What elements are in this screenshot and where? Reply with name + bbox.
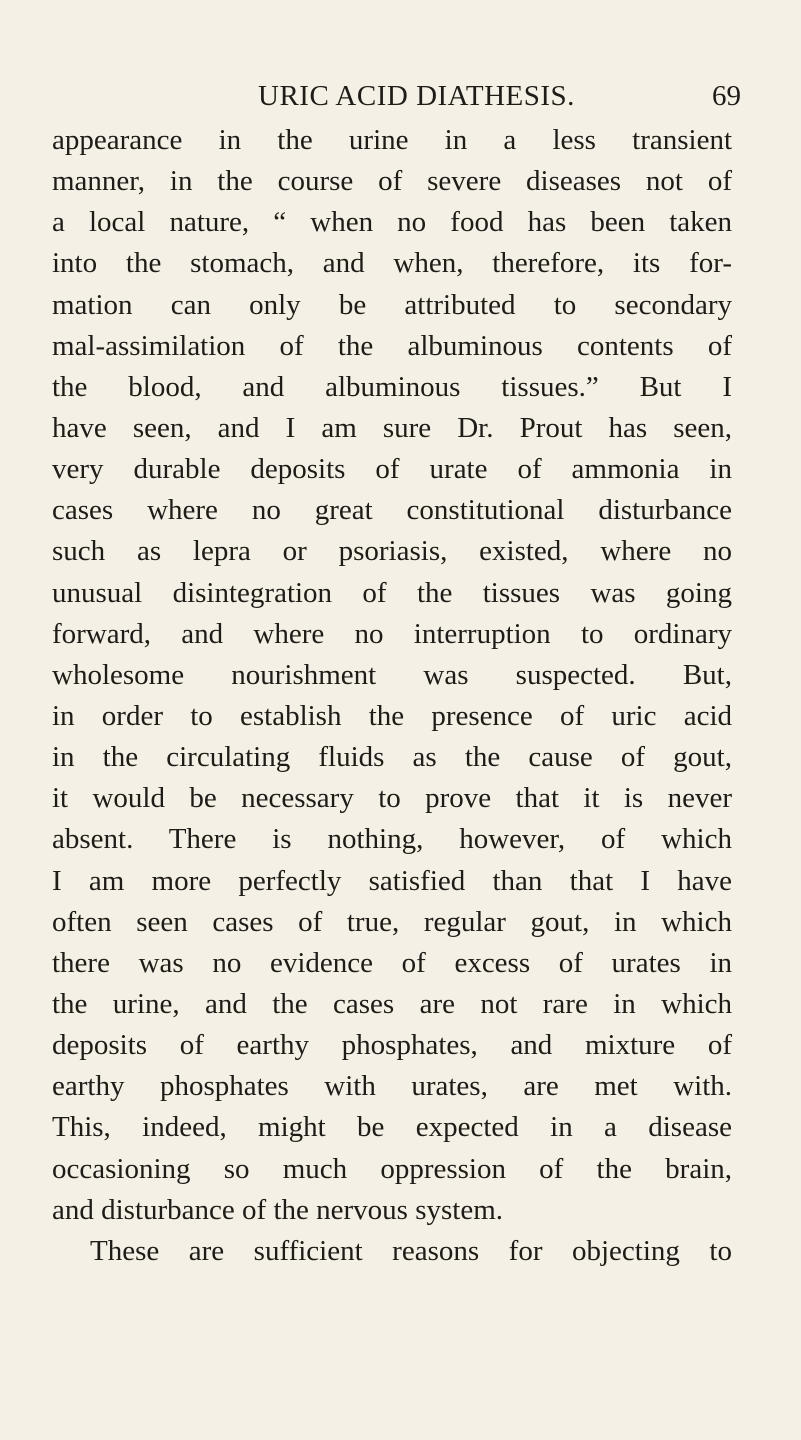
text-line: cases where no great constitutional disturbance — [52, 494, 732, 527]
text-line: the blood, and albuminous tissues.” But I — [52, 370, 732, 403]
running-head — [0, 76, 801, 116]
text-line: absent. There is nothing, however, of which — [52, 823, 732, 856]
text-line: These are sufficient reasons for objecting to — [90, 1234, 732, 1267]
text-line: such as lepra or psoriasis, existed, where no — [52, 535, 732, 568]
page-number: 69 — [712, 80, 741, 112]
text-line: This, indeed, might be expected in a disease — [52, 1111, 732, 1144]
text-line: deposits of earthy phosphates, and mixture of — [52, 1029, 732, 1062]
text-line: mation can only be attributed to secondary — [52, 288, 732, 321]
text-line: wholesome nourishment was suspected. But, — [52, 658, 732, 691]
text-line: earthy phosphates with urates, are met with. — [52, 1070, 732, 1103]
running-head-title: URIC ACID DIATHESIS. — [258, 80, 575, 112]
text-line: forward, and where no interruption to ordinary — [52, 617, 732, 650]
text-line: there was no evidence of excess of urates in — [52, 946, 732, 979]
text-line: in the circulating fluids as the cause of gout, — [52, 741, 732, 774]
text-line: often seen cases of true, regular gout, in which — [52, 905, 732, 938]
text-line: mal-assimilation of the albuminous contents of — [52, 329, 732, 362]
text-line: manner, in the course of severe diseases not of — [52, 165, 732, 198]
text-line: in order to establish the presence of uric acid — [52, 699, 732, 732]
text-line: occasioning so much oppression of the brain, — [52, 1152, 732, 1185]
text-line: very durable deposits of urate of ammonia in — [52, 453, 732, 486]
text-line: the urine, and the cases are not rare in which — [52, 987, 732, 1020]
text-line: unusual disintegration of the tissues was going — [52, 576, 732, 609]
text-line: and disturbance of the nervous system. — [52, 1193, 504, 1226]
text-line: have seen, and I am sure Dr. Prout has seen, — [52, 411, 732, 444]
text-line: into the stomach, and when, therefore, its for- — [52, 247, 732, 280]
text-line: it would be necessary to prove that it is never — [52, 782, 732, 815]
text-line: a local nature, “ when no food has been taken — [52, 206, 732, 239]
text-line: appearance in the urine in a less transient — [52, 124, 732, 156]
text-line: I am more perfectly satisfied than that I have — [52, 864, 732, 897]
body-text — [52, 120, 732, 1272]
